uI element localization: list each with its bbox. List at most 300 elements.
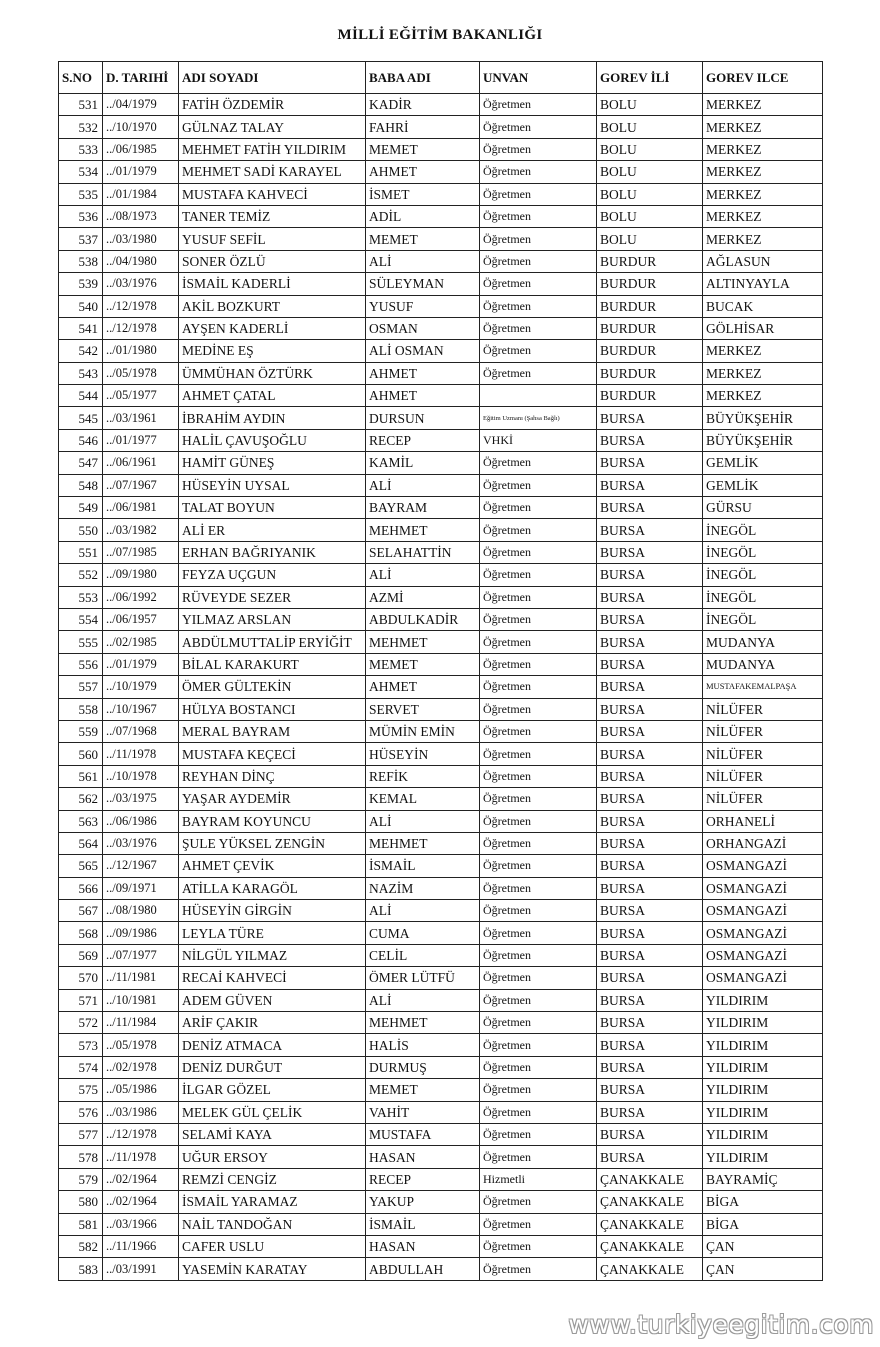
birth-date-cell: ../07/1968 — [103, 720, 179, 742]
sno-cell: 551 — [59, 541, 103, 563]
title-cell: VHKİ — [480, 429, 597, 451]
birth-date-cell: ../09/1986 — [103, 922, 179, 944]
column-header-birth-date: D. TARIHİ — [103, 62, 179, 94]
father-name-cell: KEMAL — [366, 788, 480, 810]
sno-cell: 544 — [59, 385, 103, 407]
full-name-cell: ADEM GÜVEN — [179, 989, 366, 1011]
title-cell: Öğretmen — [480, 788, 597, 810]
table-body — [59, 94, 823, 1281]
sno-cell: 580 — [59, 1191, 103, 1213]
sno-cell: 568 — [59, 922, 103, 944]
district-cell: NİLÜFER — [703, 765, 823, 787]
father-name-cell: İSMET — [366, 183, 480, 205]
title-cell: Öğretmen — [480, 900, 597, 922]
table-row — [59, 116, 823, 138]
district-cell: MERKEZ — [703, 161, 823, 183]
father-name-cell: MÜMİN EMİN — [366, 720, 480, 742]
table-row — [59, 429, 823, 451]
table-row — [59, 1235, 823, 1257]
title-cell: Öğretmen — [480, 1101, 597, 1123]
sno-cell: 561 — [59, 765, 103, 787]
title-cell: Öğretmen — [480, 765, 597, 787]
table-row — [59, 810, 823, 832]
birth-date-cell: ../10/1981 — [103, 989, 179, 1011]
sno-cell: 577 — [59, 1123, 103, 1145]
birth-date-cell: ../05/1977 — [103, 385, 179, 407]
table-row — [59, 161, 823, 183]
birth-date-cell: ../11/1966 — [103, 1235, 179, 1257]
table-row — [59, 1168, 823, 1190]
province-cell: BURSA — [597, 900, 703, 922]
father-name-cell: RECEP — [366, 1168, 480, 1190]
father-name-cell: SELAHATTİN — [366, 541, 480, 563]
sno-cell: 576 — [59, 1101, 103, 1123]
father-name-cell: İSMAİL — [366, 855, 480, 877]
province-cell: BURSA — [597, 1034, 703, 1056]
district-cell: MERKEZ — [703, 94, 823, 116]
father-name-cell: ABDULKADİR — [366, 608, 480, 630]
title-cell: Öğretmen — [480, 138, 597, 160]
table-row — [59, 1079, 823, 1101]
birth-date-cell: ../09/1971 — [103, 877, 179, 899]
district-cell: İNEGÖL — [703, 586, 823, 608]
province-cell: BURSA — [597, 743, 703, 765]
sno-cell: 547 — [59, 452, 103, 474]
table-row — [59, 1123, 823, 1145]
table-row — [59, 720, 823, 742]
sno-cell: 555 — [59, 631, 103, 653]
district-cell: GEMLİK — [703, 474, 823, 496]
full-name-cell: İLGAR GÖZEL — [179, 1079, 366, 1101]
full-name-cell: ÜMMÜHAN ÖZTÜRK — [179, 362, 366, 384]
title-cell: Öğretmen — [480, 653, 597, 675]
district-cell: İNEGÖL — [703, 564, 823, 586]
table-row — [59, 94, 823, 116]
province-cell: BURSA — [597, 922, 703, 944]
title-cell: Öğretmen — [480, 452, 597, 474]
full-name-cell: FEYZA UÇGUN — [179, 564, 366, 586]
title-cell: Öğretmen — [480, 564, 597, 586]
province-cell: BURSA — [597, 497, 703, 519]
birth-date-cell: ../04/1979 — [103, 94, 179, 116]
father-name-cell: YAKUP — [366, 1191, 480, 1213]
district-cell: GEMLİK — [703, 452, 823, 474]
sno-cell: 552 — [59, 564, 103, 586]
title-cell: Öğretmen — [480, 720, 597, 742]
birth-date-cell: ../05/1978 — [103, 1034, 179, 1056]
sno-cell: 562 — [59, 788, 103, 810]
sno-cell: 531 — [59, 94, 103, 116]
table-row — [59, 877, 823, 899]
sno-cell: 549 — [59, 497, 103, 519]
father-name-cell: ALİ — [366, 250, 480, 272]
father-name-cell: ALİ — [366, 564, 480, 586]
province-cell: BURSA — [597, 1146, 703, 1168]
sno-cell: 553 — [59, 586, 103, 608]
father-name-cell: HALİS — [366, 1034, 480, 1056]
full-name-cell: SELAMİ KAYA — [179, 1123, 366, 1145]
table-row — [59, 922, 823, 944]
father-name-cell: FAHRİ — [366, 116, 480, 138]
sno-cell: 546 — [59, 429, 103, 451]
father-name-cell: ADİL — [366, 205, 480, 227]
birth-date-cell: ../02/1978 — [103, 1056, 179, 1078]
province-cell: BURSA — [597, 407, 703, 429]
sno-cell: 559 — [59, 720, 103, 742]
title-cell: Öğretmen — [480, 161, 597, 183]
table-row — [59, 250, 823, 272]
province-cell: BURSA — [597, 653, 703, 675]
province-cell: BOLU — [597, 228, 703, 250]
title-cell: Öğretmen — [480, 228, 597, 250]
district-cell: İNEGÖL — [703, 519, 823, 541]
birth-date-cell: ../05/1986 — [103, 1079, 179, 1101]
title-cell: Öğretmen — [480, 1258, 597, 1280]
birth-date-cell: ../11/1978 — [103, 1146, 179, 1168]
birth-date-cell: ../03/1980 — [103, 228, 179, 250]
sno-cell: 583 — [59, 1258, 103, 1280]
full-name-cell: ERHAN BAĞRIYANIK — [179, 541, 366, 563]
district-cell: İNEGÖL — [703, 608, 823, 630]
father-name-cell: AZMİ — [366, 586, 480, 608]
title-cell: Öğretmen — [480, 967, 597, 989]
province-cell: BURDUR — [597, 340, 703, 362]
district-cell: BUCAK — [703, 295, 823, 317]
district-cell: ÇAN — [703, 1235, 823, 1257]
district-cell: MERKEZ — [703, 362, 823, 384]
district-cell: MERKEZ — [703, 138, 823, 160]
full-name-cell: AHMET ÇATAL — [179, 385, 366, 407]
father-name-cell: AHMET — [366, 676, 480, 698]
province-cell: BOLU — [597, 138, 703, 160]
father-name-cell: DURSUN — [366, 407, 480, 429]
district-cell: BÜYÜKŞEHİR — [703, 429, 823, 451]
father-name-cell: RECEP — [366, 429, 480, 451]
father-name-cell: ALİ — [366, 989, 480, 1011]
father-name-cell: SERVET — [366, 698, 480, 720]
full-name-cell: FATİH ÖZDEMİR — [179, 94, 366, 116]
full-name-cell: RECAİ KAHVECİ — [179, 967, 366, 989]
title-cell: Öğretmen — [480, 1123, 597, 1145]
table-row — [59, 340, 823, 362]
table-row — [59, 1012, 823, 1034]
father-name-cell: AHMET — [366, 362, 480, 384]
title-cell: Öğretmen — [480, 810, 597, 832]
birth-date-cell: ../09/1980 — [103, 564, 179, 586]
title-cell: Öğretmen — [480, 1034, 597, 1056]
district-cell: OSMANGAZİ — [703, 877, 823, 899]
district-cell: ORHANELİ — [703, 810, 823, 832]
district-cell: MUSTAFAKEMALPAŞA — [703, 676, 823, 698]
full-name-cell: AHMET ÇEVİK — [179, 855, 366, 877]
province-cell: BURDUR — [597, 362, 703, 384]
table-row — [59, 788, 823, 810]
table-row — [59, 497, 823, 519]
full-name-cell: REMZİ CENGİZ — [179, 1168, 366, 1190]
title-cell: Öğretmen — [480, 295, 597, 317]
province-cell: BURSA — [597, 698, 703, 720]
father-name-cell: ABDULLAH — [366, 1258, 480, 1280]
sno-cell: 582 — [59, 1235, 103, 1257]
father-name-cell: MEMET — [366, 653, 480, 675]
province-cell: BURSA — [597, 765, 703, 787]
district-cell: ÇAN — [703, 1258, 823, 1280]
father-name-cell: MEHMET — [366, 832, 480, 854]
full-name-cell: NAİL TANDOĞAN — [179, 1213, 366, 1235]
district-cell: YILDIRIM — [703, 1056, 823, 1078]
district-cell: NİLÜFER — [703, 788, 823, 810]
birth-date-cell: ../12/1978 — [103, 317, 179, 339]
father-name-cell: HÜSEYİN — [366, 743, 480, 765]
province-cell: BOLU — [597, 183, 703, 205]
title-cell: Öğretmen — [480, 608, 597, 630]
father-name-cell: KAMİL — [366, 452, 480, 474]
district-cell: MERKEZ — [703, 183, 823, 205]
title-cell: Öğretmen — [480, 631, 597, 653]
title-cell: Öğretmen — [480, 273, 597, 295]
full-name-cell: BAYRAM KOYUNCU — [179, 810, 366, 832]
full-name-cell: İSMAİL KADERLİ — [179, 273, 366, 295]
table-row — [59, 1034, 823, 1056]
father-name-cell: İSMAİL — [366, 1213, 480, 1235]
birth-date-cell: ../07/1967 — [103, 474, 179, 496]
table-row — [59, 900, 823, 922]
table-row — [59, 295, 823, 317]
table-row — [59, 183, 823, 205]
table-row — [59, 1101, 823, 1123]
father-name-cell: ALİ — [366, 474, 480, 496]
table-row — [59, 765, 823, 787]
birth-date-cell: ../06/1985 — [103, 138, 179, 160]
district-cell: AĞLASUN — [703, 250, 823, 272]
father-name-cell: AHMET — [366, 161, 480, 183]
title-cell: Öğretmen — [480, 317, 597, 339]
sno-cell: 534 — [59, 161, 103, 183]
province-cell: BURSA — [597, 967, 703, 989]
father-name-cell: ALİ — [366, 810, 480, 832]
father-name-cell: ALİ — [366, 900, 480, 922]
table-row — [59, 676, 823, 698]
province-cell: BOLU — [597, 205, 703, 227]
title-cell: Öğretmen — [480, 989, 597, 1011]
district-cell: MERKEZ — [703, 228, 823, 250]
sno-cell: 556 — [59, 653, 103, 675]
sno-cell: 560 — [59, 743, 103, 765]
full-name-cell: LEYLA TÜRE — [179, 922, 366, 944]
birth-date-cell: ../10/1979 — [103, 676, 179, 698]
province-cell: BURSA — [597, 631, 703, 653]
sno-cell: 554 — [59, 608, 103, 630]
birth-date-cell: ../04/1980 — [103, 250, 179, 272]
title-cell: Öğretmen — [480, 586, 597, 608]
birth-date-cell: ../06/1981 — [103, 497, 179, 519]
title-cell — [480, 385, 597, 407]
district-cell: BAYRAMİÇ — [703, 1168, 823, 1190]
father-name-cell: VAHİT — [366, 1101, 480, 1123]
father-name-cell: SÜLEYMAN — [366, 273, 480, 295]
full-name-cell: ÖMER GÜLTEKİN — [179, 676, 366, 698]
title-cell: Öğretmen — [480, 698, 597, 720]
district-cell: YILDIRIM — [703, 1079, 823, 1101]
province-cell: BURSA — [597, 676, 703, 698]
district-cell: YILDIRIM — [703, 989, 823, 1011]
province-cell: BURDUR — [597, 273, 703, 295]
father-name-cell: CUMA — [366, 922, 480, 944]
sno-cell: 571 — [59, 989, 103, 1011]
father-name-cell: MEMET — [366, 228, 480, 250]
table-row — [59, 317, 823, 339]
full-name-cell: AYŞEN KADERLİ — [179, 317, 366, 339]
title-cell: Öğretmen — [480, 340, 597, 362]
sno-cell: 579 — [59, 1168, 103, 1190]
province-cell: ÇANAKKALE — [597, 1213, 703, 1235]
full-name-cell: TANER TEMİZ — [179, 205, 366, 227]
district-cell: ALTINYAYLA — [703, 273, 823, 295]
table-header-row — [59, 62, 823, 94]
full-name-cell: AKİL BOZKURT — [179, 295, 366, 317]
birth-date-cell: ../10/1970 — [103, 116, 179, 138]
province-cell: BURDUR — [597, 317, 703, 339]
province-cell: BURSA — [597, 720, 703, 742]
title-cell: Öğretmen — [480, 541, 597, 563]
full-name-cell: YILMAZ ARSLAN — [179, 608, 366, 630]
father-name-cell: MEHMET — [366, 519, 480, 541]
title-cell: Öğretmen — [480, 743, 597, 765]
column-header-father-name: BABA ADI — [366, 62, 480, 94]
table-row — [59, 205, 823, 227]
column-header-title: UNVAN — [480, 62, 597, 94]
full-name-cell: DENİZ DURĞUT — [179, 1056, 366, 1078]
full-name-cell: NİLGÜL YILMAZ — [179, 944, 366, 966]
father-name-cell: YUSUF — [366, 295, 480, 317]
sno-cell: 581 — [59, 1213, 103, 1235]
title-cell: Öğretmen — [480, 519, 597, 541]
district-cell: GÖLHİSAR — [703, 317, 823, 339]
table-row — [59, 228, 823, 250]
province-cell: BURDUR — [597, 250, 703, 272]
title-cell: Öğretmen — [480, 1213, 597, 1235]
table-row — [59, 138, 823, 160]
sno-cell: 572 — [59, 1012, 103, 1034]
sno-cell: 532 — [59, 116, 103, 138]
district-cell: YILDIRIM — [703, 1123, 823, 1145]
title-cell: Hizmetli — [480, 1168, 597, 1190]
title-cell: Öğretmen — [480, 497, 597, 519]
birth-date-cell: ../05/1978 — [103, 362, 179, 384]
birth-date-cell: ../02/1985 — [103, 631, 179, 653]
birth-date-cell: ../03/1982 — [103, 519, 179, 541]
birth-date-cell: ../03/1991 — [103, 1258, 179, 1280]
title-cell: Öğretmen — [480, 205, 597, 227]
province-cell: BURSA — [597, 1123, 703, 1145]
title-cell: Öğretmen — [480, 877, 597, 899]
title-cell: Öğretmen — [480, 1235, 597, 1257]
sno-cell: 558 — [59, 698, 103, 720]
full-name-cell: ATİLLA KARAGÖL — [179, 877, 366, 899]
birth-date-cell: ../02/1964 — [103, 1191, 179, 1213]
table-row — [59, 1056, 823, 1078]
sno-cell: 543 — [59, 362, 103, 384]
title-cell: Öğretmen — [480, 1079, 597, 1101]
province-cell: ÇANAKKALE — [597, 1191, 703, 1213]
table-row — [59, 385, 823, 407]
full-name-cell: MUSTAFA KEÇECİ — [179, 743, 366, 765]
table-row — [59, 273, 823, 295]
district-cell: YILDIRIM — [703, 1146, 823, 1168]
full-name-cell: HÜLYA BOSTANCI — [179, 698, 366, 720]
title-cell: Öğretmen — [480, 474, 597, 496]
full-name-cell: HALİL ÇAVUŞOĞLU — [179, 429, 366, 451]
table-row — [59, 362, 823, 384]
father-name-cell: ALİ OSMAN — [366, 340, 480, 362]
birth-date-cell: ../03/1961 — [103, 407, 179, 429]
province-cell: BURSA — [597, 452, 703, 474]
sno-cell: 564 — [59, 832, 103, 854]
district-cell: NİLÜFER — [703, 743, 823, 765]
birth-date-cell: ../10/1978 — [103, 765, 179, 787]
full-name-cell: UĞUR ERSOY — [179, 1146, 366, 1168]
province-cell: BURSA — [597, 788, 703, 810]
table-row — [59, 519, 823, 541]
province-cell: BURSA — [597, 564, 703, 586]
sno-cell: 575 — [59, 1079, 103, 1101]
province-cell: BURSA — [597, 541, 703, 563]
province-cell: BURSA — [597, 877, 703, 899]
father-name-cell: MUSTAFA — [366, 1123, 480, 1145]
table-row — [59, 1146, 823, 1168]
sno-cell: 536 — [59, 205, 103, 227]
birth-date-cell: ../03/1986 — [103, 1101, 179, 1123]
title-cell: Öğretmen — [480, 362, 597, 384]
district-cell: OSMANGAZİ — [703, 967, 823, 989]
father-name-cell: KADİR — [366, 94, 480, 116]
table-row — [59, 1213, 823, 1235]
father-name-cell: REFİK — [366, 765, 480, 787]
full-name-cell: HAMİT GÜNEŞ — [179, 452, 366, 474]
birth-date-cell: ../02/1964 — [103, 1168, 179, 1190]
title-cell: Öğretmen — [480, 183, 597, 205]
birth-date-cell: ../01/1984 — [103, 183, 179, 205]
district-cell: NİLÜFER — [703, 698, 823, 720]
birth-date-cell: ../06/1957 — [103, 608, 179, 630]
table-row — [59, 631, 823, 653]
father-name-cell: MEHMET — [366, 1012, 480, 1034]
birth-date-cell: ../12/1978 — [103, 295, 179, 317]
table-row — [59, 1191, 823, 1213]
birth-date-cell: ../07/1977 — [103, 944, 179, 966]
province-cell: BURSA — [597, 855, 703, 877]
district-cell: BİGA — [703, 1213, 823, 1235]
father-name-cell: MEHMET — [366, 631, 480, 653]
title-cell: Öğretmen — [480, 1191, 597, 1213]
birth-date-cell: ../11/1984 — [103, 1012, 179, 1034]
district-cell: YILDIRIM — [703, 1034, 823, 1056]
birth-date-cell: ../03/1975 — [103, 788, 179, 810]
father-name-cell: MEMET — [366, 1079, 480, 1101]
sno-cell: 535 — [59, 183, 103, 205]
sno-cell: 538 — [59, 250, 103, 272]
watermark: www.turkiyeegitim.com — [568, 1310, 874, 1339]
district-cell: MERKEZ — [703, 385, 823, 407]
sno-cell: 550 — [59, 519, 103, 541]
full-name-cell: RÜVEYDE SEZER — [179, 586, 366, 608]
title-cell: Eğitim Uzmanı (Şahsa Bağlı) — [480, 407, 597, 429]
father-name-cell: OSMAN — [366, 317, 480, 339]
province-cell: BURDUR — [597, 295, 703, 317]
father-name-cell: HASAN — [366, 1146, 480, 1168]
table-row — [59, 944, 823, 966]
birth-date-cell: ../06/1992 — [103, 586, 179, 608]
